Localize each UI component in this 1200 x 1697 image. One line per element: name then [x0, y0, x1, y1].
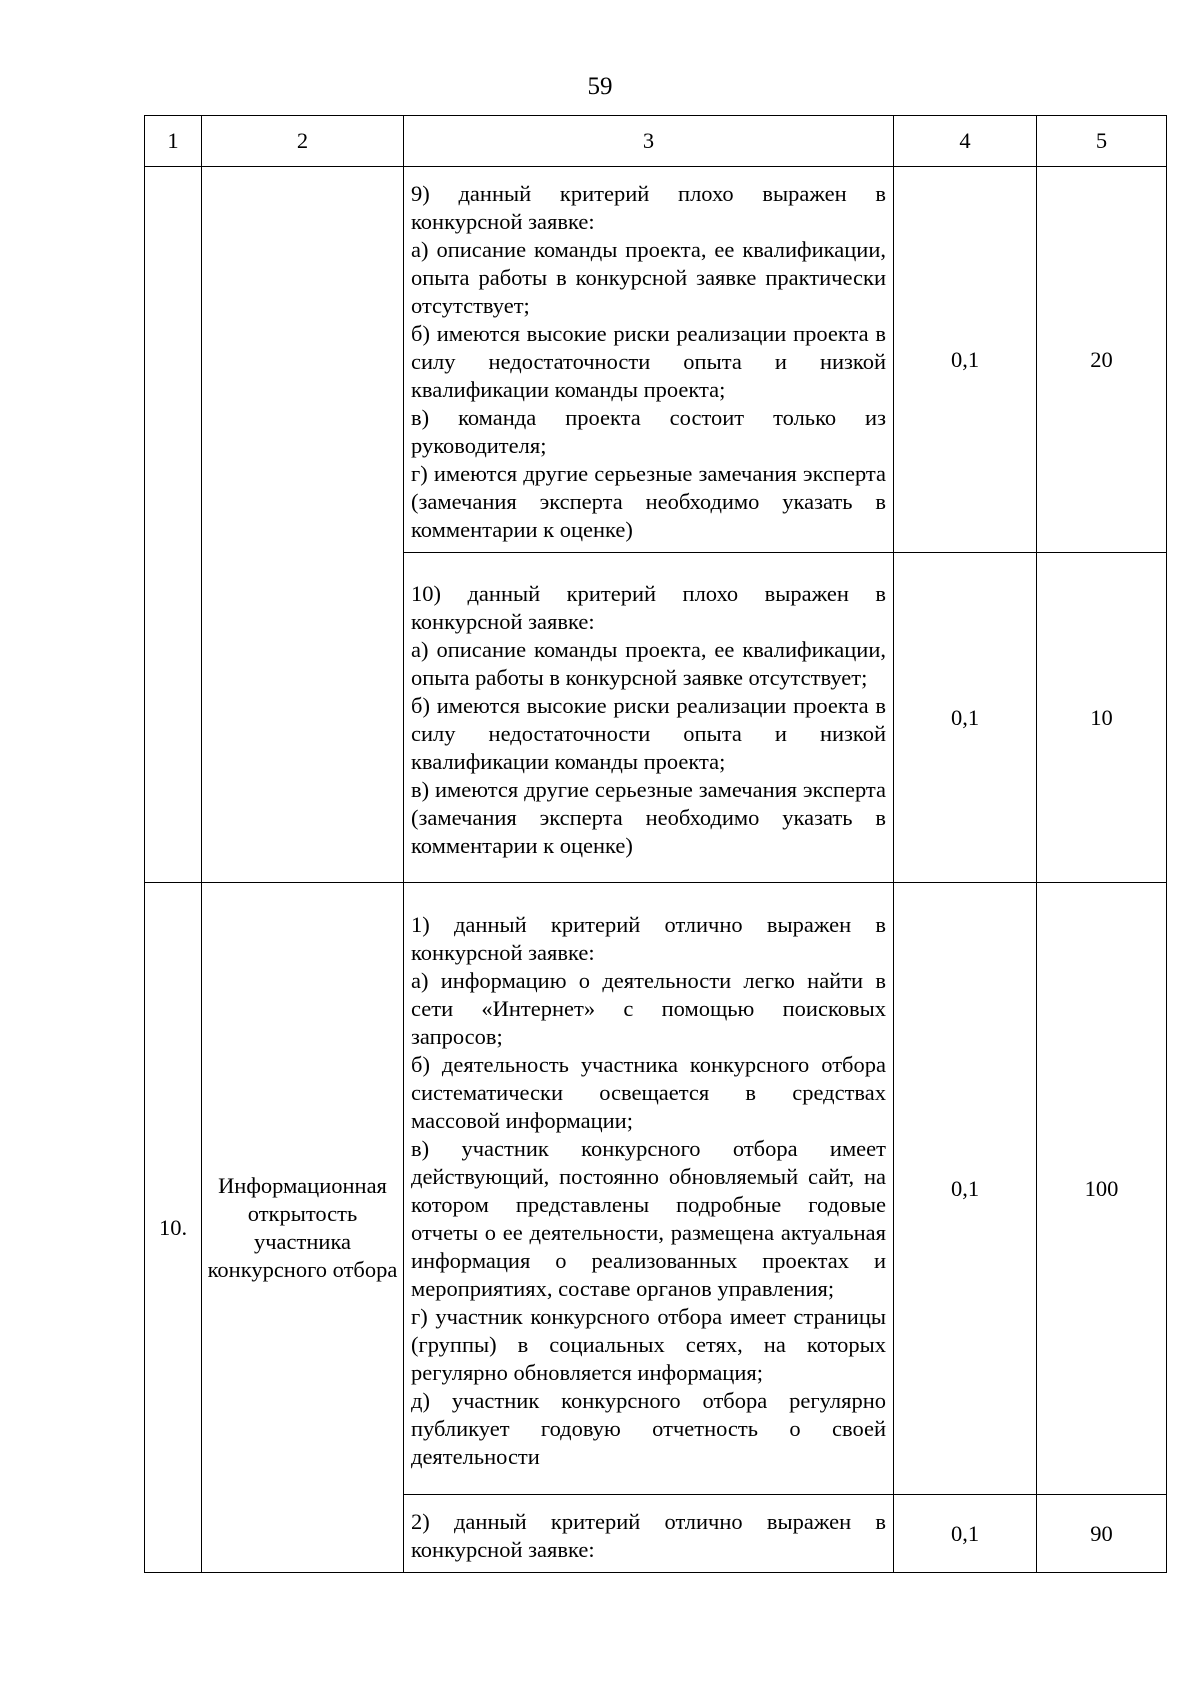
- criterion-paragraph: б) имеются высокие риски реализации проекта в силу недостаточности опыта и низкой квалификации команды проекта;: [411, 692, 886, 774]
- section-number: 10.: [145, 883, 202, 1573]
- score-cell: 10: [1037, 553, 1167, 883]
- criterion-text: [404, 1495, 894, 1573]
- table-header-row: [145, 116, 1167, 167]
- criterion-paragraph: в) имеются другие серьезные замечания эксперта (замечания эксперта необходимо указать в комментарии к оценке): [411, 776, 886, 858]
- score-cell: 90: [1037, 1495, 1167, 1573]
- criterion-paragraph: а) описание команды проекта, ее квалификации, опыта работы в конкурсной заявке практически отсутствует;: [411, 236, 886, 318]
- weight-cell: 0,1: [894, 883, 1037, 1495]
- header-cell-3: 3: [404, 116, 894, 167]
- weight-cell: 0,1: [894, 1495, 1037, 1573]
- section-name: Информационная открытость участника конкурсного отбора: [202, 883, 404, 1573]
- header-cell-5: 5: [1037, 116, 1167, 167]
- criterion-paragraph: г) участник конкурсного отбора имеет страницы (группы) в социальных сетях, на которых регулярно обновляется информация;: [411, 1303, 886, 1385]
- criterion-paragraph: в) команда проекта состоит только из руководителя;: [411, 404, 886, 458]
- header-cell-4: 4: [894, 116, 1037, 167]
- weight-cell: 0,1: [894, 167, 1037, 553]
- criterion-paragraph: в) участник конкурсного отбора имеет действующий, постоянно обновляемый сайт, на котором представлены подробные годовые отчеты о ее деятельности, размещена актуальная информация о реализованных проектах и мероприятиях, составе органов управления;: [411, 1135, 886, 1301]
- criterion-paragraph: 2) данный критерий отлично выражен в конкурсной заявке:: [411, 1508, 886, 1562]
- criteria-table: [144, 115, 1167, 1573]
- criterion-paragraph: 10) данный критерий плохо выражен в конкурсной заявке:: [411, 580, 886, 634]
- empty-number-cell: [145, 167, 202, 883]
- table-row: [145, 167, 1167, 553]
- criterion-paragraph: д) участник конкурсного отбора регулярно публикует годовую отчетность о своей деятельности: [411, 1387, 886, 1469]
- empty-name-cell: [202, 167, 404, 883]
- criterion-paragraph: 1) данный критерий отлично выражен в конкурсной заявке:: [411, 911, 886, 965]
- weight-cell: 0,1: [894, 553, 1037, 883]
- criterion-paragraph: г) имеются другие серьезные замечания эксперта (замечания эксперта необходимо указать в комментарии к оценке): [411, 460, 886, 542]
- criterion-paragraph: а) информацию о деятельности легко найти в сети «Интернет» с помощью поисковых запросов;: [411, 967, 886, 1049]
- criterion-paragraph: б) имеются высокие риски реализации проекта в силу недостаточности опыта и низкой квалификации команды проекта;: [411, 320, 886, 402]
- criterion-text: [404, 167, 894, 553]
- header-cell-1: 1: [145, 116, 202, 167]
- criterion-paragraph: 9) данный критерий плохо выражен в конкурсной заявке:: [411, 180, 886, 234]
- header-cell-2: 2: [202, 116, 404, 167]
- criterion-paragraph: а) описание команды проекта, ее квалификации, опыта работы в конкурсной заявке отсутствует;: [411, 636, 886, 690]
- score-cell: 20: [1037, 167, 1167, 553]
- page-number: 59: [587, 73, 613, 100]
- criterion-paragraph: б) деятельность участника конкурсного отбора систематически освещается в средствах массовой информации;: [411, 1051, 886, 1133]
- table-row: [145, 883, 1167, 1495]
- score-cell: 100: [1037, 883, 1167, 1495]
- criterion-text: [404, 553, 894, 883]
- criterion-text: [404, 883, 894, 1495]
